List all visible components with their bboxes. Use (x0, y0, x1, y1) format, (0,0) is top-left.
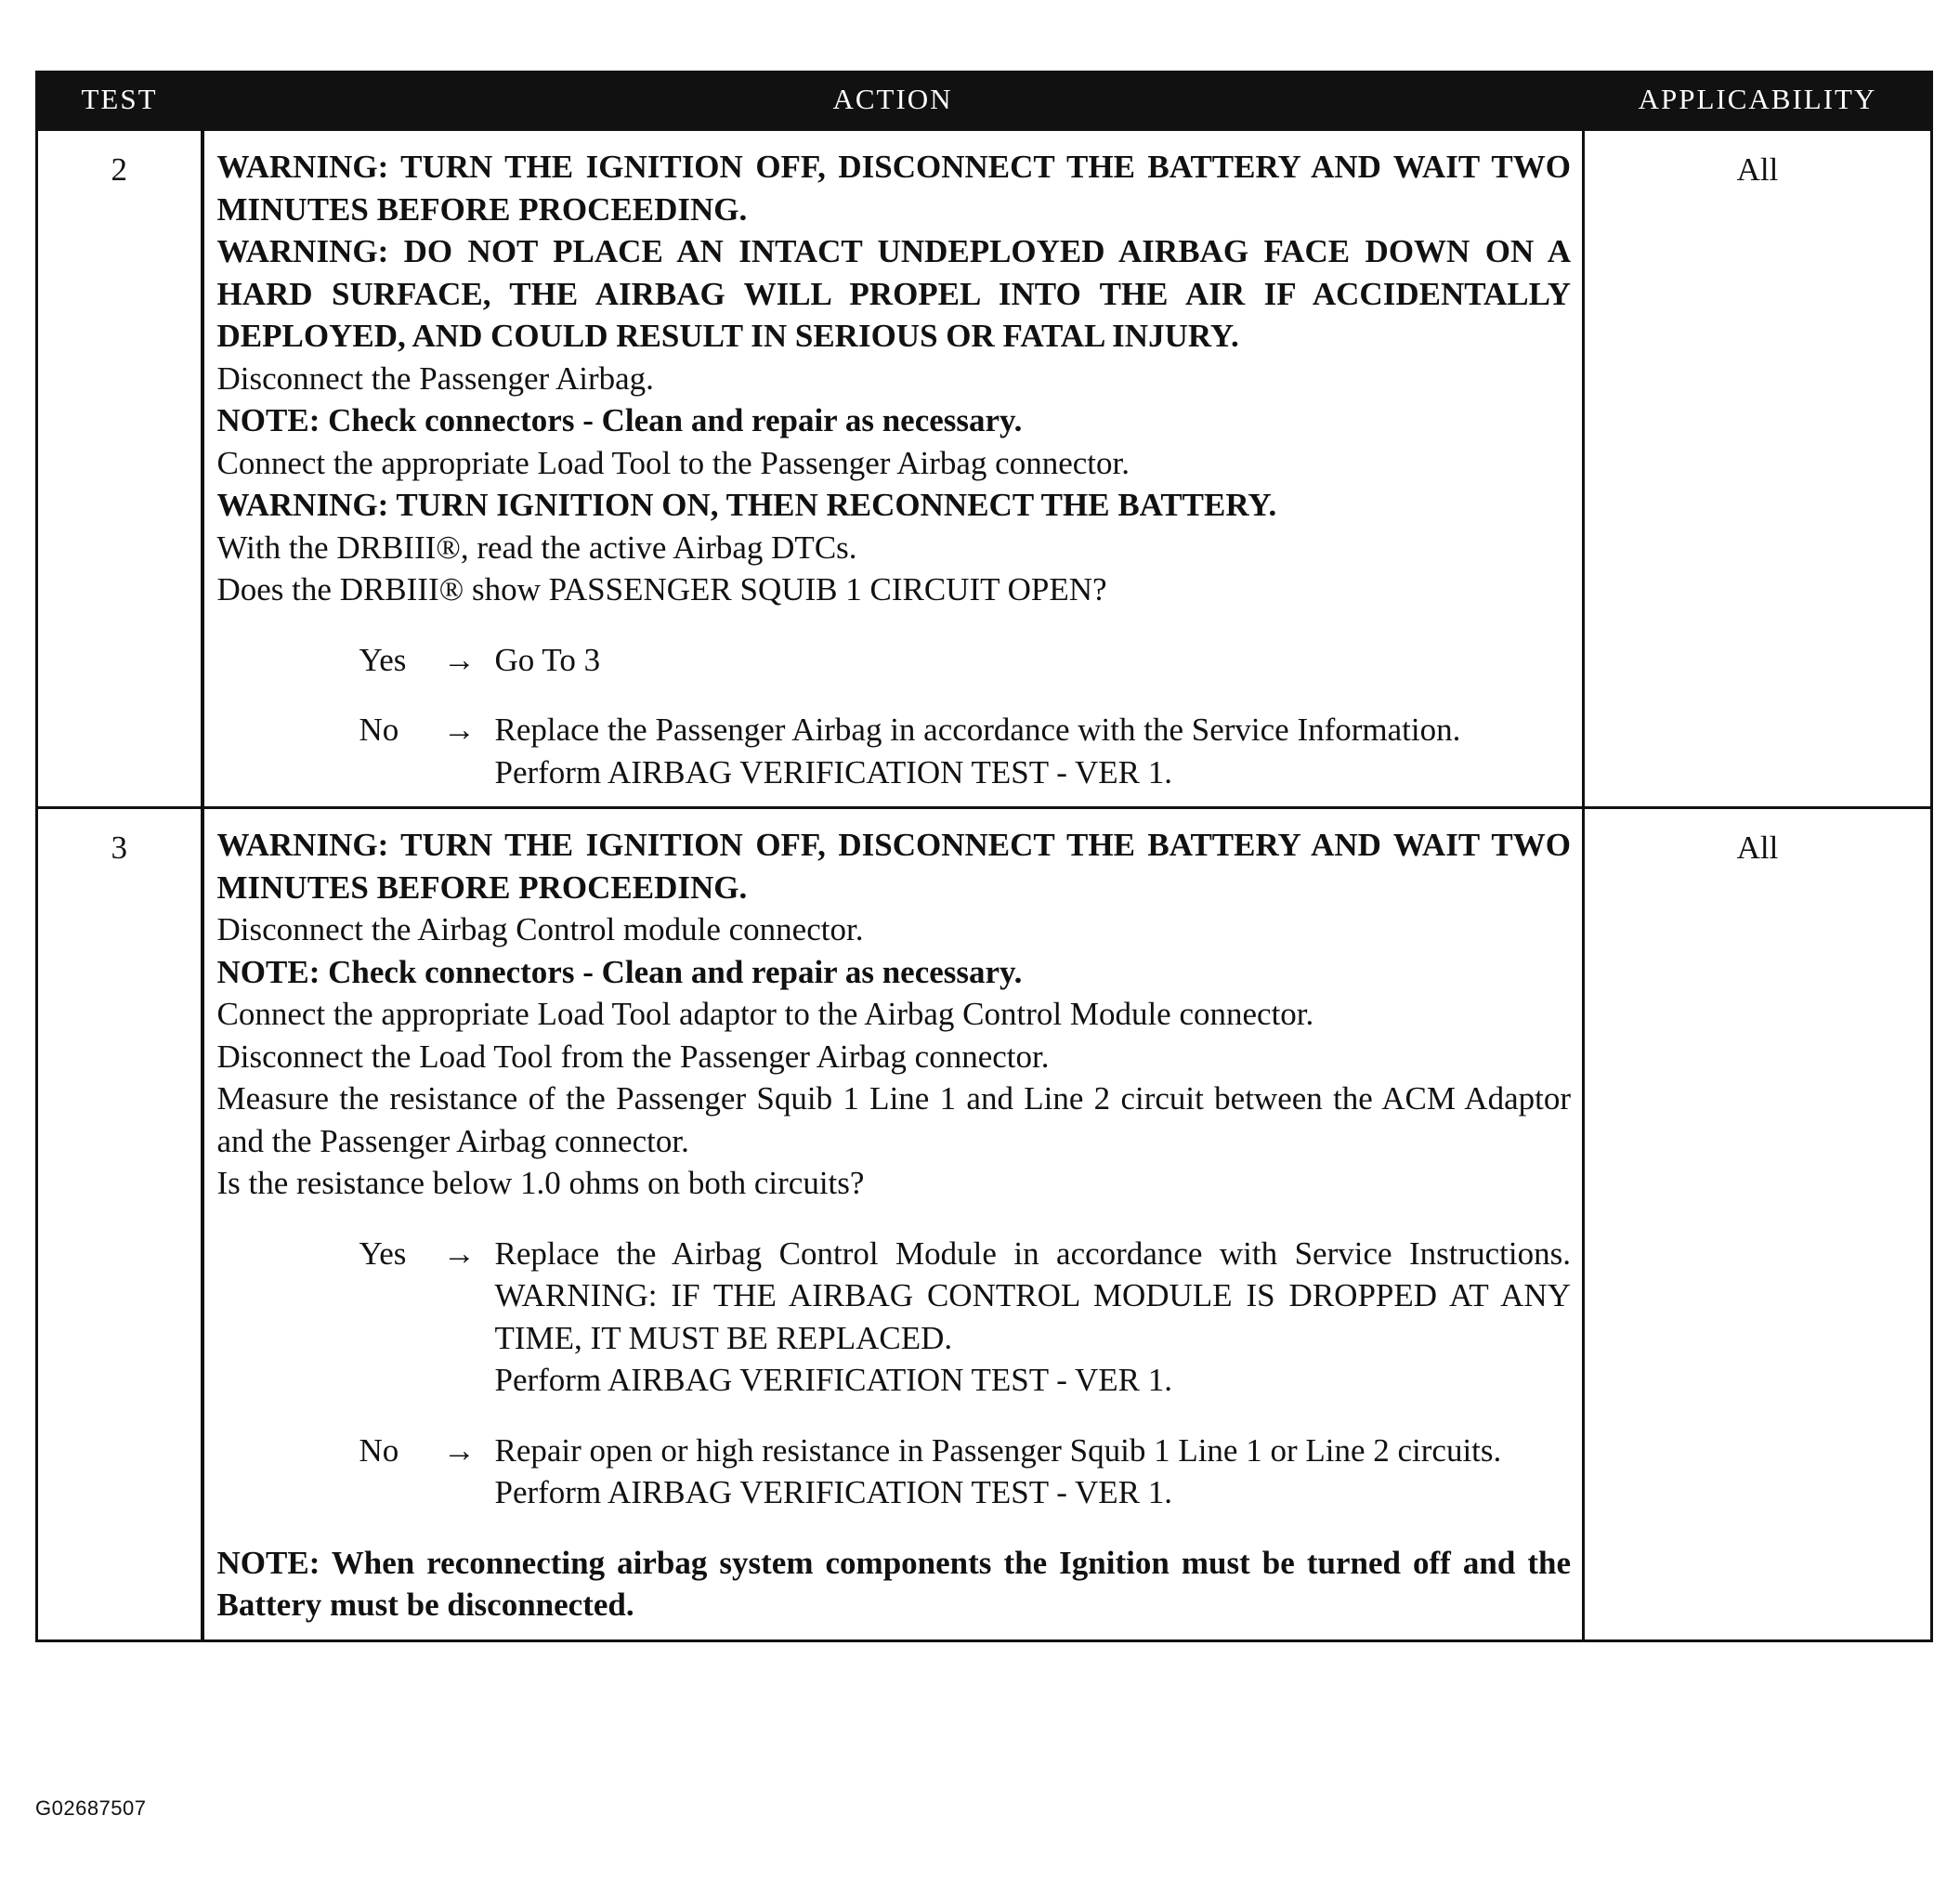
test-number: 2 (37, 130, 203, 808)
header-action: ACTION (203, 71, 1584, 130)
spacer (217, 1205, 1572, 1233)
step-text: With the DRBIII®, read the active Airbag DTCs. (216, 529, 857, 566)
spacer (217, 681, 1572, 709)
action-cell (203, 808, 1584, 1641)
arrow-icon: → (443, 712, 476, 748)
note-text: NOTE: Check connectors - Clean and repair as necessary. (216, 953, 1023, 990)
test-number: 3 (37, 808, 203, 1641)
step-text: Disconnect the Airbag Control module connector. (216, 911, 864, 947)
spacer (217, 611, 1572, 639)
no-label: No (359, 712, 399, 748)
applicability-value: All (1584, 130, 1932, 808)
yes-label: Yes (359, 1234, 407, 1272)
warning-text: WARNING: TURN THE IGNITION OFF, DISCONNECT THE BATTERY AND WAIT TWO MINUTES BEFORE PROCEEDING. (216, 827, 1571, 906)
no-branch (359, 1430, 1572, 1514)
step-text: Connect the appropriate Load Tool to the Passenger Airbag connector. (216, 444, 1130, 481)
no-branch (359, 709, 1572, 793)
no-perform-text: Perform AIRBAG VERIFICATION TEST - VER 1. (494, 753, 1173, 790)
warning-text: WARNING: TURN IGNITION ON, THEN RECONNECT THE BATTERY. (216, 487, 1277, 523)
warning-text: WARNING: TURN THE IGNITION OFF, DISCONNECT THE BATTERY AND WAIT TWO MINUTES BEFORE PROCEEDING. (216, 149, 1571, 228)
arrow-icon: → (443, 1431, 476, 1469)
header-test: TEST (37, 71, 203, 130)
final-note-text: NOTE: When reconnecting airbag system components the Ignition must be turned off and the Battery must be disconnected. (216, 1544, 1571, 1623)
warning-text: WARNING: DO NOT PLACE AN INTACT UNDEPLOYED AIRBAG FACE DOWN ON A HARD SURFACE, THE AIRBAG WILL PROPEL INTO THE AIR IF ACCIDENTALLY DEPLOYED, AND COULD RESULT IN SERIOUS OR FATAL INJURY. (216, 233, 1571, 354)
no-label: No (359, 1431, 399, 1469)
step-text: Disconnect the Load Tool from the Passenger Airbag connector. (216, 1038, 1050, 1075)
header-applicability: APPLICABILITY (1584, 71, 1932, 130)
diagnostic-table (35, 71, 1933, 1642)
yes-result-text: Replace the Airbag Control Module in accordance with Service Instructions. WARNING: IF THE AIRBAG CONTROL MODULE IS DROPPED AT ANY TIME, IT MUST BE REPLACED. (494, 1234, 1571, 1356)
spacer (217, 1514, 1572, 1542)
table-row (37, 808, 1932, 1641)
spacer (217, 1402, 1572, 1430)
yes-perform-text: Perform AIRBAG VERIFICATION TEST - VER 1. (494, 1362, 1173, 1398)
question-text: Is the resistance below 1.0 ohms on both circuits? (216, 1165, 865, 1201)
note-text: NOTE: Check connectors - Clean and repair as necessary. (216, 402, 1023, 438)
action-cell (203, 130, 1584, 808)
yes-branch (359, 639, 1572, 682)
no-result-text: Replace the Passenger Airbag in accordance with the Service Information. (494, 712, 1461, 748)
table-header-row (37, 71, 1932, 130)
step-text: Disconnect the Passenger Airbag. (216, 359, 654, 397)
no-perform-text: Perform AIRBAG VERIFICATION TEST - VER 1. (494, 1474, 1173, 1510)
yes-result (495, 1233, 1572, 1402)
no-result (495, 709, 1572, 793)
yes-label: Yes (359, 641, 407, 678)
step-text: Connect the appropriate Load Tool adaptor to the Airbag Control Module connector. (216, 996, 1314, 1032)
question-text: Does the DRBIII® show PASSENGER SQUIB 1 CIRCUIT OPEN? (216, 571, 1107, 607)
yes-branch (359, 1233, 1572, 1402)
table-row (37, 130, 1932, 808)
no-result-text: Repair open or high resistance in Passenger Squib 1 Line 1 or Line 2 circuits. (494, 1431, 1502, 1469)
arrow-icon: → (443, 1234, 476, 1272)
figure-id: G02687507 (35, 1796, 147, 1820)
applicability-value: All (1584, 808, 1932, 1641)
no-result (495, 1430, 1572, 1514)
step-text: Measure the resistance of the Passenger Squib 1 Line 1 and Line 2 circuit between the ACM Adaptor and the Passenger Airbag connector. (216, 1080, 1571, 1159)
yes-result: Go To 3 (494, 641, 601, 678)
arrow-icon: → (443, 641, 476, 678)
